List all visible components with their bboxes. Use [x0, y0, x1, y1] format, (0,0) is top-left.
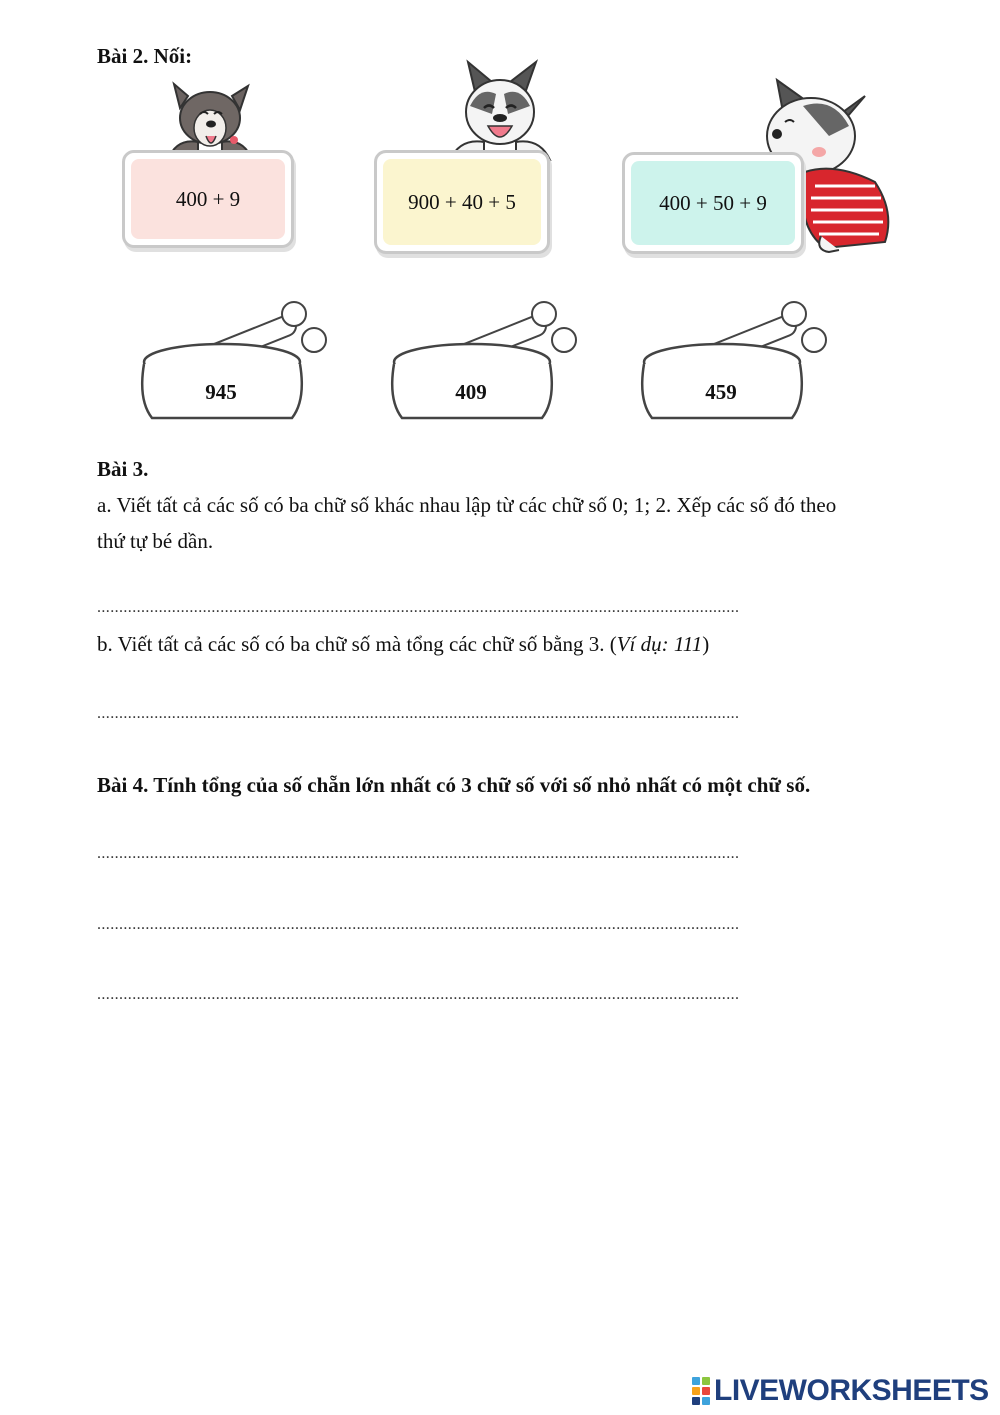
- bowl-3-number: 459: [705, 380, 737, 404]
- bowl-2-number: 409: [455, 380, 487, 404]
- bai3-part-a-line2: thứ tự bé dần.: [97, 529, 214, 553]
- answer-line-3b[interactable]: ..................................................................................................................................................: [97, 705, 740, 722]
- bowl-2[interactable]: [386, 300, 586, 430]
- bowl-bone-icon: [386, 300, 586, 430]
- bai3-heading: Bài 3.: [97, 457, 149, 481]
- bai3-part-a-line1: a. Viết tất cả các số có ba chữ số khác nhau lập từ các chữ số 0; 1; 2. Xếp các số đó theo: [97, 493, 837, 517]
- answer-line-3a[interactable]: ..................................................................................................................................................: [97, 599, 740, 616]
- bowl-1-number: 945: [205, 380, 237, 404]
- card-sum-2-text: 900 + 40 + 5: [383, 159, 541, 245]
- card-sum-1-text: 400 + 9: [131, 159, 285, 239]
- answer-line-4-1[interactable]: ..................................................................................................................................................: [97, 845, 740, 862]
- logo-text: LIVEWORKSHEETS: [714, 1374, 989, 1407]
- bai3-part-b-close: ): [702, 632, 710, 656]
- card-sum-2[interactable]: [374, 150, 550, 254]
- bai3-part-a: [97, 487, 957, 559]
- bai2-heading: Bài 2. Nối:: [97, 44, 193, 68]
- bowl-bone-icon: [636, 300, 836, 430]
- card-sum-1[interactable]: [122, 150, 294, 248]
- bowl-3[interactable]: [636, 300, 836, 430]
- logo-blocks-icon: [692, 1377, 710, 1405]
- answer-line-4-3[interactable]: ..................................................................................................................................................: [97, 986, 740, 1003]
- bai3-part-b-example: Ví dụ: 111: [616, 632, 703, 656]
- bowl-1[interactable]: [136, 300, 336, 430]
- answer-line-4-2[interactable]: ..................................................................................................................................................: [97, 916, 740, 933]
- card-sum-3[interactable]: [622, 152, 804, 254]
- bai4-heading: Bài 4. Tính tổng của số chẵn lớn nhất có 3 chữ số với số nhỏ nhất có một chữ số.: [97, 773, 811, 797]
- bai3-part-b: [97, 626, 709, 662]
- bowl-bone-icon: [136, 300, 336, 430]
- liveworksheets-logo: [692, 1374, 989, 1408]
- card-sum-3-text: 400 + 50 + 9: [631, 161, 795, 245]
- bai3-part-b-text: b. Viết tất cả các số có ba chữ số mà tổng các chữ số bằng 3. (: [97, 632, 617, 656]
